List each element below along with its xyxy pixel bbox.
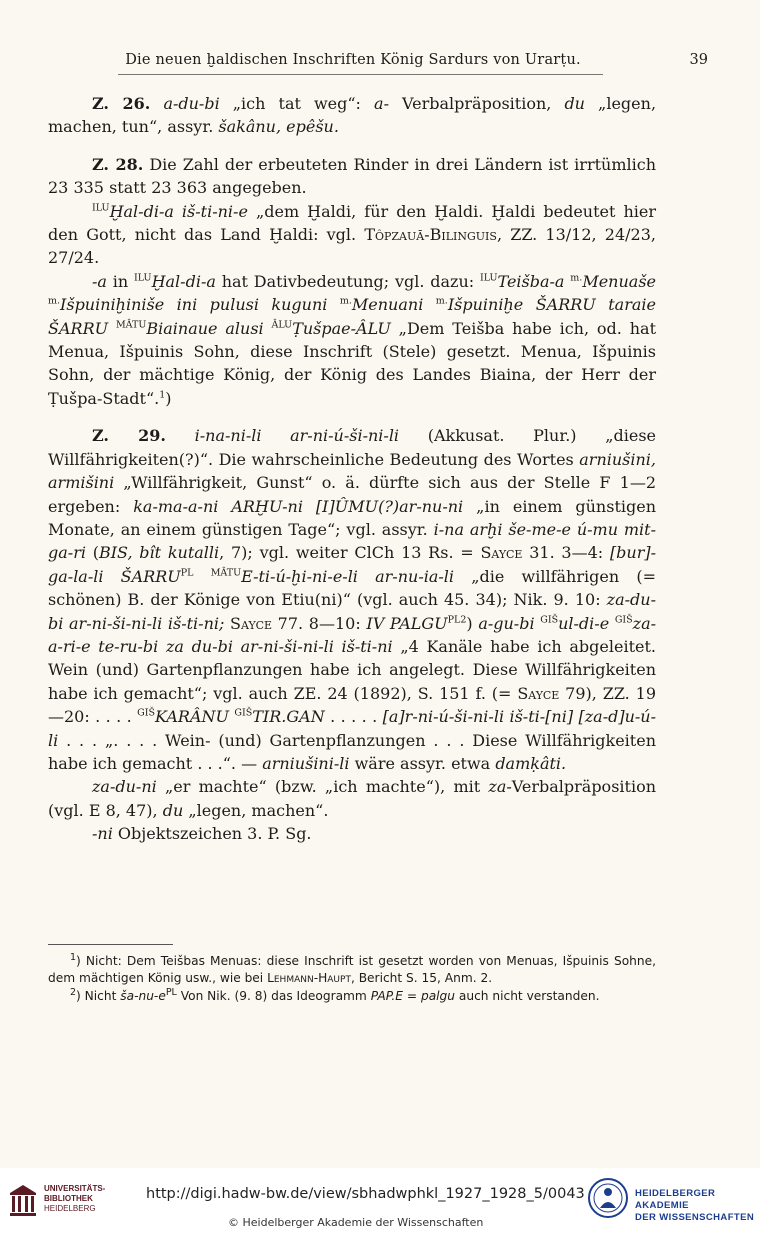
transliteration: a-du-bi <box>163 94 220 113</box>
line-label: Z. 26. <box>92 94 151 113</box>
academy-label <box>635 1188 760 1224</box>
line-label: Z. 29. <box>92 426 166 446</box>
transliteration: za-a-ri-e te-ru-bi za du-bi ar-ni-ši-ni-li iš-ti-ni <box>48 613 657 656</box>
text-run: ) <box>165 388 172 408</box>
text-run: „Dem Teišba habe ich, od. hat Menua, Išpuinis Sohn, diese Inschrift (Stele) gesetzt. Menua, Išpuinis Sohn, der mächtige König, der König des Landes Biaina, der Herr der Ṭušpa-Stadt“. <box>48 318 656 408</box>
header-rule <box>118 74 603 75</box>
academy-seal-icon <box>588 1176 628 1220</box>
text-run: (Akkusat. Plur.) „diese Willfährigkeiten(?)“. Die wahrscheinliche Bedeutung des Wortes <box>48 426 657 469</box>
text-run: „Willfährigkeit, Gunst“ o. ä. dürfte sich aus der Stelle F 1—2 ergeben: <box>48 473 656 516</box>
text-run: Die Zahl der erbeuteten Rinder in drei Ländern ist irrtümlich 23 335 statt 23 363 angegeben. <box>48 154 656 198</box>
transliteration: arniušini, armišini <box>48 449 656 493</box>
text-run <box>193 567 210 586</box>
transliteration: ul-di-e <box>558 613 615 633</box>
text-run: 31. 3—4: <box>522 543 610 563</box>
transliteration: za-du-ni <box>92 777 157 797</box>
author-name: Tôpzauā-Bilinguis <box>364 225 497 245</box>
permalink-link[interactable]: http://digi.hadw-bw.de/view/sbhadwphkl_1927_1928_5/0043 <box>146 1186 585 1202</box>
determinative: ÂLU <box>271 319 293 331</box>
logo-text-line: DER WISSENSCHAFTEN <box>635 1212 755 1223</box>
footer-bar <box>0 1168 760 1237</box>
transliteration: Išpuiniḫiniše ini pulusi kuguni <box>60 295 340 315</box>
transliteration: Ḫal-di-a <box>151 271 216 291</box>
transliteration: Menuaše <box>582 271 656 291</box>
determinative: GIŠ <box>137 707 156 719</box>
transliteration: Ḫal-di-a iš-ti-ni-e <box>109 201 248 221</box>
author-name: Sayce <box>230 613 273 633</box>
determinative: m. <box>48 295 61 307</box>
footnote-marker: 1 <box>70 951 77 963</box>
footnote-rule <box>48 944 173 945</box>
determinative: ILU <box>92 202 110 214</box>
transliteration: du <box>564 94 585 113</box>
paragraph-dativ <box>48 270 656 410</box>
determinative: m. <box>339 295 352 307</box>
page-number: 39 <box>689 52 708 68</box>
text-run: „legen, machen“. <box>183 800 329 820</box>
transliteration: Išpuiniḫe ŠARRU taraie ŠARRU <box>48 295 656 338</box>
footnote-marker: 2 <box>70 986 77 998</box>
footnote-1 <box>48 953 656 987</box>
text-run: „ich tat weg“: <box>219 94 375 113</box>
transliteration: damḳâti. <box>495 753 567 773</box>
paragraph-z28 <box>48 153 656 200</box>
text-run: , ZZ. 13/12, 24/23, 27/24. <box>48 225 656 268</box>
footnote-ref: 2 <box>460 614 467 626</box>
transliteration: E-ti-ú-ḫi-ni-e-li ar-nu-ia-li <box>241 566 455 586</box>
text-run: „in einem günstigen Monate, an einem günstigen Tage“; vgl. assyr. <box>48 496 657 539</box>
transliteration: Menuani <box>351 295 436 315</box>
paragraph-haldi <box>48 200 656 270</box>
text-run: ( <box>85 543 99 563</box>
footnote-text: Von Nik. (9. 8) das Ideogramm <box>176 989 371 1003</box>
determinative: PL <box>165 986 177 998</box>
author-name: Sayce <box>480 543 523 563</box>
logo-text-line: UNIVERSITÄTS- <box>44 1184 106 1193</box>
determinative: PL <box>447 614 461 626</box>
text-run: . . . „. . . . Wein- (und) Gartenpflanzungen . . . Diese Willfährigkeiten habe ich gemacht . . .“. — <box>48 730 656 773</box>
footnotes <box>48 953 656 1006</box>
text-run: ) <box>466 613 479 633</box>
determinative: GIŠ <box>234 707 253 719</box>
text-run: Verbalpräposition, <box>388 94 565 113</box>
text-run: „dem Ḫaldi, für den Ḫaldi. Ḫaldi bedeutet hier den Gott, nicht das Land Ḫaldi: vgl. <box>48 201 657 245</box>
transliteration: i-na arḫi še-me-e ú-mu mit-ga-ri <box>48 519 657 563</box>
author-name: Lehmann-Haupt <box>267 971 351 985</box>
transliteration: za- <box>488 777 512 797</box>
transliteration: IV PALGU <box>366 613 448 633</box>
text-run: Verbalpräposition (vgl. E 8, 47), <box>48 777 656 820</box>
text-run: . . . . . <box>324 707 383 727</box>
transliteration: šakânu, epêšu. <box>218 117 339 137</box>
author-name: Sayce <box>517 683 560 703</box>
footnote-ref: 1 <box>159 389 166 401</box>
main-text <box>48 92 656 846</box>
transliteration: KARÂNU <box>155 707 235 727</box>
paragraph-z29 <box>48 424 656 775</box>
paragraph-zaduni <box>48 775 656 822</box>
determinative: PL <box>180 567 194 579</box>
copyright-notice: © Heidelberger Akademie der Wissenschaften <box>228 1216 484 1229</box>
transliteration: du <box>162 800 184 820</box>
determinative: m. <box>435 295 448 307</box>
text-run: „legen, machen, tun“, assyr. <box>48 94 657 137</box>
transliteration: -a <box>92 271 107 291</box>
line-label: Z. 28. <box>92 154 144 174</box>
determinative: ILU <box>134 272 152 284</box>
determinative: GIŠ <box>614 614 633 626</box>
transliteration: TIR.GAN <box>252 707 325 727</box>
transliteration: za-du-bi ar-ni-ši-ni-li iš-ti-ni; <box>48 590 656 633</box>
footnote-text: , Bericht S. 15, Anm. 2. <box>350 971 493 985</box>
text-run: „er machte“ (bzw. „ich machte“), mit <box>156 777 489 797</box>
logo-text-line: BIBLIOTHEK <box>44 1194 93 1203</box>
footnote-text: ) Nicht: Dem Teišbas Menuas: diese Inschrift ist gesetzt worden von Menuas, Išpuinis Sohne, dem mächtigen König usw., wie bei <box>48 954 656 985</box>
transliteration: BIS, bît kutalli <box>98 543 220 563</box>
determinative: GIŠ <box>540 614 559 626</box>
university-library-label <box>44 1184 105 1214</box>
text-run: in <box>106 271 134 291</box>
transliteration: -ni <box>92 824 113 844</box>
paragraph-ni <box>48 822 656 845</box>
transliteration: ša-nu-e <box>120 989 166 1003</box>
transliteration: ka-ma-a-ni ARḪU-ni [I]ÛMU(?)ar-nu-ni <box>133 496 464 516</box>
footnote-text: auch nicht verstanden. <box>455 989 600 1003</box>
logo-text-line: HEIDELBERG <box>44 1204 96 1213</box>
transliteration: Teišba-a <box>497 271 565 291</box>
determinative: MÂTU <box>210 567 242 579</box>
text-run: hat Dativbedeutung; vgl. dazu: <box>215 271 480 291</box>
determinative: ILU <box>479 272 498 284</box>
determinative: m. <box>570 272 583 284</box>
running-title: Die neuen ḫaldischen Inschriften König Sardurs von Urarṭu. <box>125 52 581 68</box>
transliteration: arniušini-li <box>262 753 350 773</box>
text-run: „4 Kanäle habe ich abgeleitet. Wein (und) Gartenpflanzungen habe ich angelegt. Diese Willfährigkeiten habe ich gemacht“; vgl. auch ZE. 24 (1892), S. 151 f. (= <box>48 636 656 703</box>
text-run: 77. 8—10: <box>272 613 367 633</box>
footnote-text: ) Nicht <box>76 989 121 1003</box>
text-run: „die willfährigen (= schönen) B. der Könige von Etiu(ni)“ (vgl. auch 45. 34); Nik. 9. 10: <box>48 566 656 610</box>
paragraph-z26 <box>48 92 656 139</box>
transliteration: Biainaue alusi <box>146 318 272 338</box>
footnote-2 <box>48 988 656 1005</box>
text-run: 79), ZZ. 19—20: . . . . <box>48 683 656 727</box>
transliteration: a-gu-bi <box>478 613 541 633</box>
logo-text-line: HEIDELBERGER AKADEMIE <box>635 1188 716 1211</box>
text-run: Objektszeichen 3. P. Sg. <box>112 824 312 844</box>
determinative: MÂTU <box>115 319 147 331</box>
transliteration: [bur]-ga-la-li ŠARRU <box>48 543 657 586</box>
text-run <box>166 426 195 445</box>
transliteration: i-na-ni-li ar-ni-ú-ši-ni-li <box>194 426 400 446</box>
transliteration: Ṭušpae-ÂLU <box>292 318 391 338</box>
running-header <box>48 50 708 78</box>
transliteration: a- <box>374 94 389 113</box>
transliteration: PAP.E = palgu <box>370 989 456 1003</box>
transliteration: [a]r-ni-ú-ši-ni-li iš-ti-[ni] [za-d]u-ú-li <box>48 707 656 750</box>
text-run: , 7); vgl. weiter ClCh 13 Rs. = <box>219 543 481 563</box>
text-run: wäre assyr. etwa <box>349 753 496 773</box>
university-library-logo-icon <box>8 1183 38 1219</box>
